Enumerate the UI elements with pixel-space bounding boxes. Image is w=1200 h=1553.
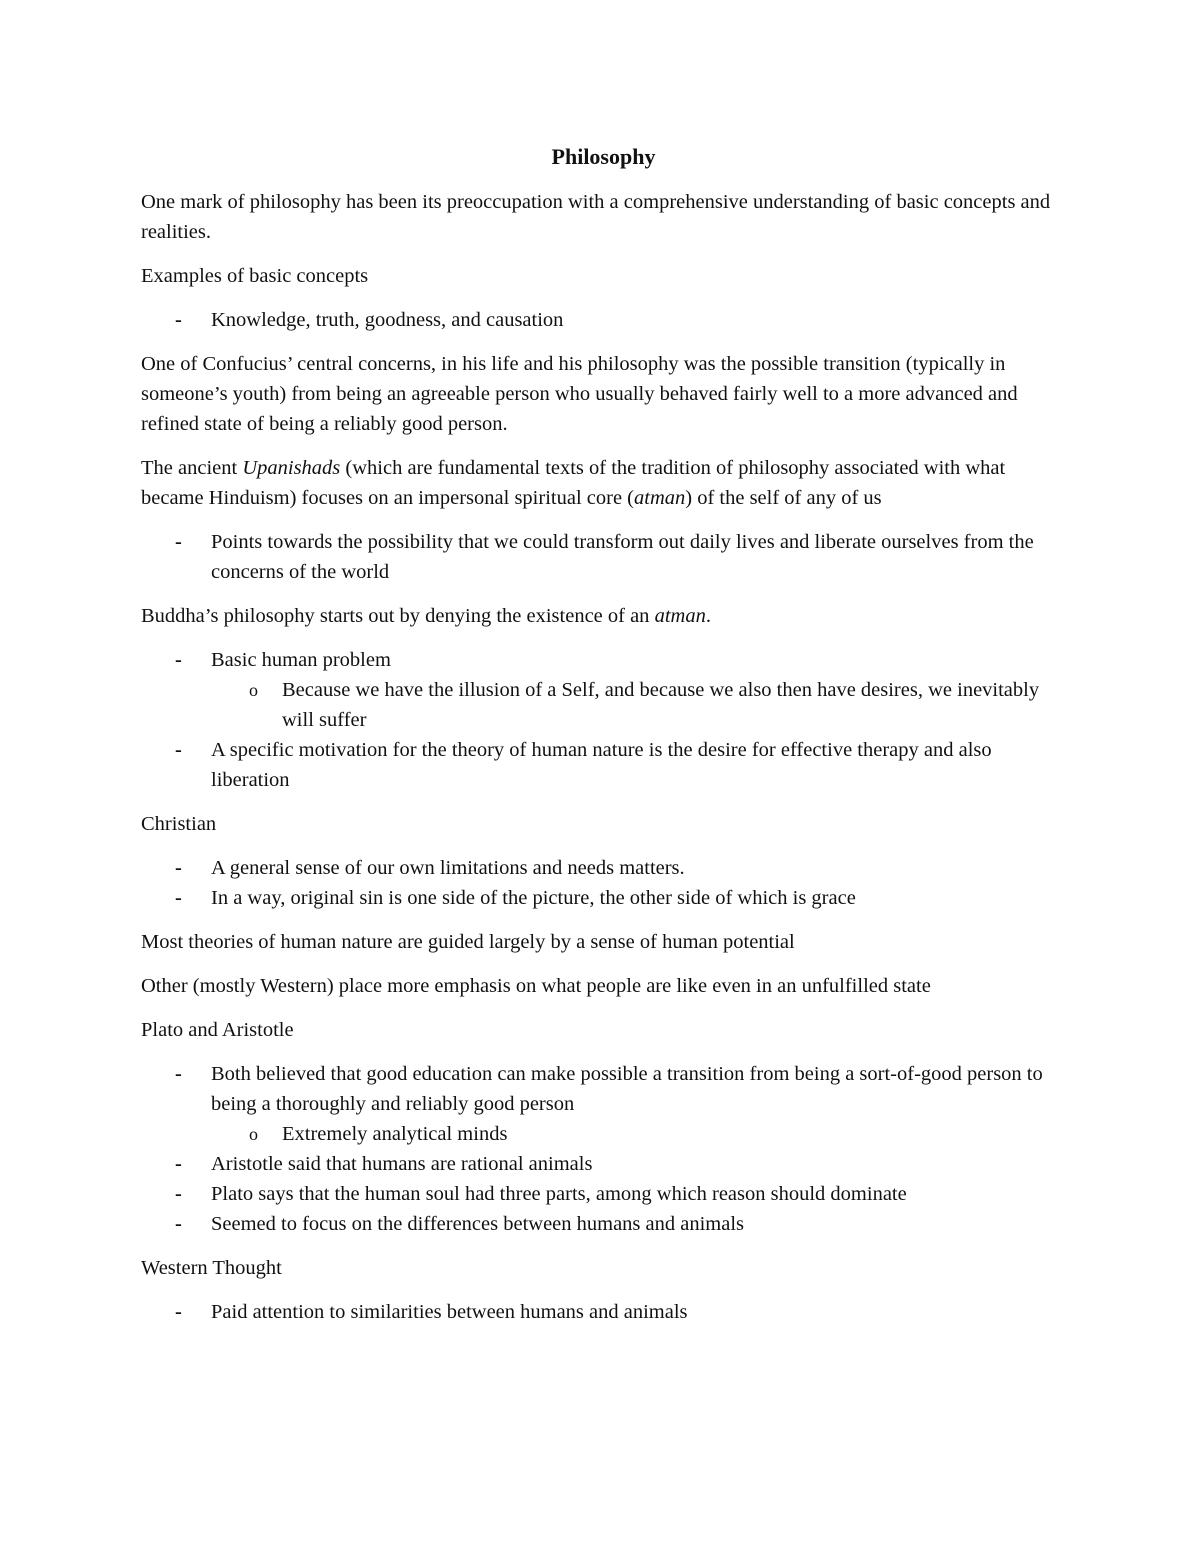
paragraph-western-emphasis: Other (mostly Western) place more emphasis on what people are like even in an unfulfilled state — [141, 975, 931, 997]
sub-list-item: o Extremely analytical minds — [211, 1119, 1066, 1149]
list-item: - In a way, original sin is one side of the picture, the other side of which is grace — [141, 883, 1066, 913]
paragraph-confucius: One of Confucius’ central concerns, in his life and his philosophy was the possible transition (typically in someone’s youth) from being an agreeable person who usually behaved fairly well to a more advanced and refined state of being a reliably good person. — [141, 353, 1018, 435]
western-thought-list — [141, 1297, 1066, 1327]
list-item: - Knowledge, truth, goodness, and causation — [141, 305, 1066, 335]
plato-aristotle-list — [141, 1059, 1066, 1239]
paragraph-basic-concepts-heading: Examples of basic concepts — [141, 265, 369, 287]
list-item: - Basic human problem o Because we have the illusion of a Self, and because we also then have desires, we inevitably will suffer — [141, 645, 1066, 735]
paragraph-christian-heading: Christian — [141, 813, 217, 835]
dash-bullet: - — [175, 649, 182, 671]
sub-list — [211, 1119, 1066, 1149]
paragraph-plato-aristotle-heading: Plato and Aristotle — [141, 1019, 294, 1041]
dash-bullet: - — [175, 1183, 182, 1205]
circle-bullet: o — [249, 680, 258, 700]
dash-bullet: - — [175, 309, 182, 331]
dash-bullet: - — [175, 739, 182, 761]
paragraph-intro: One mark of philosophy has been its preoccupation with a comprehensive understanding of basic concepts and realities. — [141, 191, 1051, 243]
list-item: - Points towards the possibility that we could transform out daily lives and liberate ourselves from the concerns of the world — [141, 527, 1066, 587]
list-item: - Paid attention to similarities between humans and animals — [141, 1297, 1066, 1327]
sub-list — [211, 675, 1066, 735]
paragraph-upanishads: The ancient Upanishads (which are fundamental texts of the tradition of philosophy associated with what became Hinduism) focuses on an impersonal spiritual core (atman) of the self of any of us — [141, 457, 1006, 509]
upanishads-list — [141, 527, 1066, 587]
list-item: - Both believed that good education can make possible a transition from being a sort-of-good person to being a thoroughly and reliably good person o Extremely analytical minds — [141, 1059, 1066, 1149]
dash-bullet: - — [175, 887, 182, 909]
paragraph-buddha: Buddha’s philosophy starts out by denying the existence of an atman. — [141, 605, 711, 627]
buddha-list — [141, 645, 1066, 795]
document-title: Philosophy — [551, 144, 656, 169]
dash-bullet: - — [175, 857, 182, 879]
paragraph-western-thought-heading: Western Thought — [141, 1257, 282, 1279]
dash-bullet: - — [175, 531, 182, 553]
paragraph-human-potential: Most theories of human nature are guided largely by a sense of human potential — [141, 931, 795, 953]
document-page — [141, 140, 1066, 1341]
christian-list — [141, 853, 1066, 913]
list-item: - A specific motivation for the theory of human nature is the desire for effective therapy and also liberation — [141, 735, 1066, 795]
dash-bullet: - — [175, 1153, 182, 1175]
list-item: - Plato says that the human soul had three parts, among which reason should dominate — [141, 1179, 1066, 1209]
dash-bullet: - — [175, 1213, 182, 1235]
list-item: - A general sense of our own limitations and needs matters. — [141, 853, 1066, 883]
dash-bullet: - — [175, 1063, 182, 1085]
dash-bullet: - — [175, 1301, 182, 1323]
list-item: - Aristotle said that humans are rational animals — [141, 1149, 1066, 1179]
list-item: - Seemed to focus on the differences between humans and animals — [141, 1209, 1066, 1239]
basic-concepts-list — [141, 305, 1066, 335]
sub-list-item: o Because we have the illusion of a Self, and because we also then have desires, we inevitably will suffer — [211, 675, 1066, 735]
circle-bullet: o — [249, 1124, 258, 1144]
